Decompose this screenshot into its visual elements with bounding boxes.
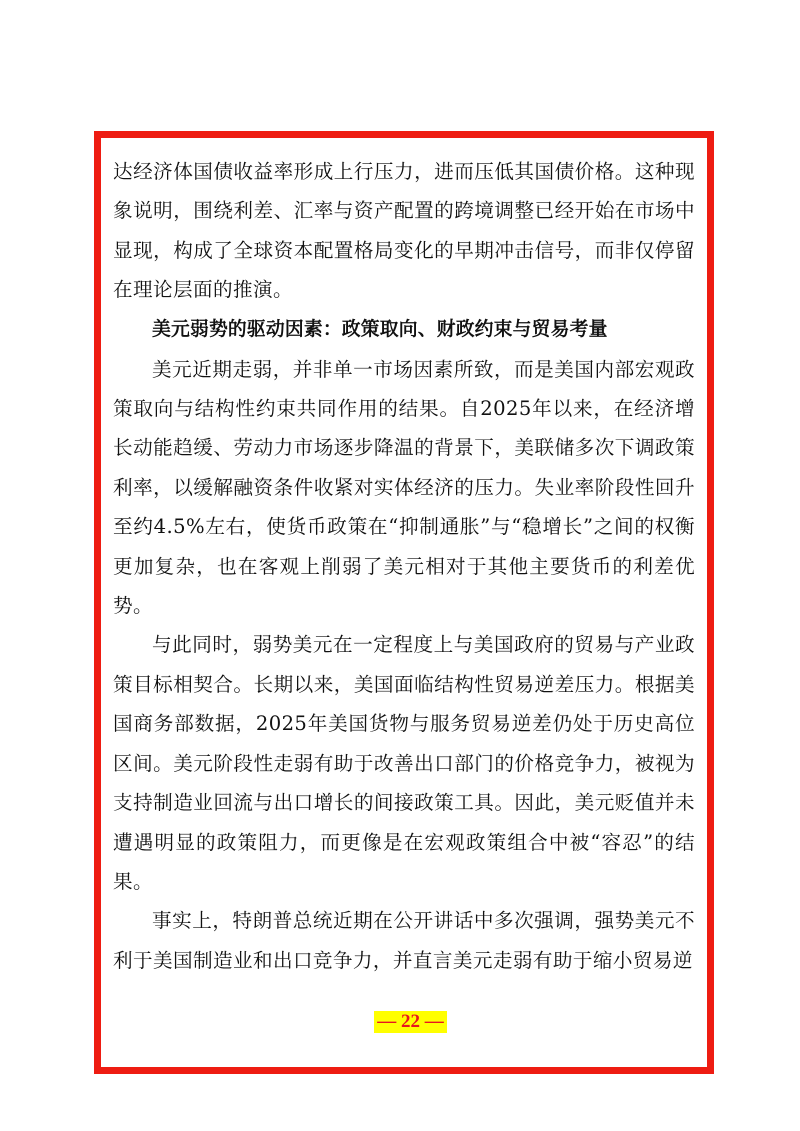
page-number: — 22 — [374, 1011, 447, 1033]
page-border-frame [94, 131, 714, 1074]
section-heading: 美元弱势的驱动因素：政策取向、财政约束与贸易考量 [152, 318, 608, 340]
paragraph-continuation: 达经济体国债收益率形成上行压力，进而压低其国债价格。这种现象说明，围绕利差、汇率与资产配置的跨境调整已经开始在市场中显现，构成了全球资本配置格局变化的早期冲击信号，而非仅停留在理论层面的推演。 [113, 160, 695, 302]
paragraph-trump-remarks: 事实上，特朗普总统近期在公开讲话中多次强调，强势美元不利于美国制造业和出口竞争力，并直言美元走弱有助于缩小贸易逆 [113, 909, 695, 972]
paragraph-trade-policy: 与此同时，弱势美元在一定程度上与美国政府的贸易与产业政策目标相契合。长期以来，美国面临结构性贸易逆差压力。根据美国商务部数据，2025年美国货物与服务贸易逆差仍处于历史高位区间。美元阶段性走弱有助于改善出口部门的价格竞争力，被视为支持制造业回流与出口增长的间接政策工具。因此，美元贬值并未遭遇明显的政策阻力，而更像是在宏观政策组合中被“容忍”的结果。 [113, 633, 695, 893]
paragraph-drivers: 美元近期走弱，并非单一市场因素所致，而是美国内部宏观政策取向与结构性约束共同作用的结果。自2025年以来，在经济增长动能趋缓、劳动力市场逐步降温的背景下，美联储多次下调政策利率，以缓解融资条件收紧对实体经济的压力。失业率阶段性回升至约4.5%左右，使货币政策在“抑制通胀”与“稳增长”之间的权衡更加复杂，也在客观上削弱了美元相对于其他主要货币的利差优势。 [113, 357, 695, 618]
document-body [113, 152, 695, 980]
